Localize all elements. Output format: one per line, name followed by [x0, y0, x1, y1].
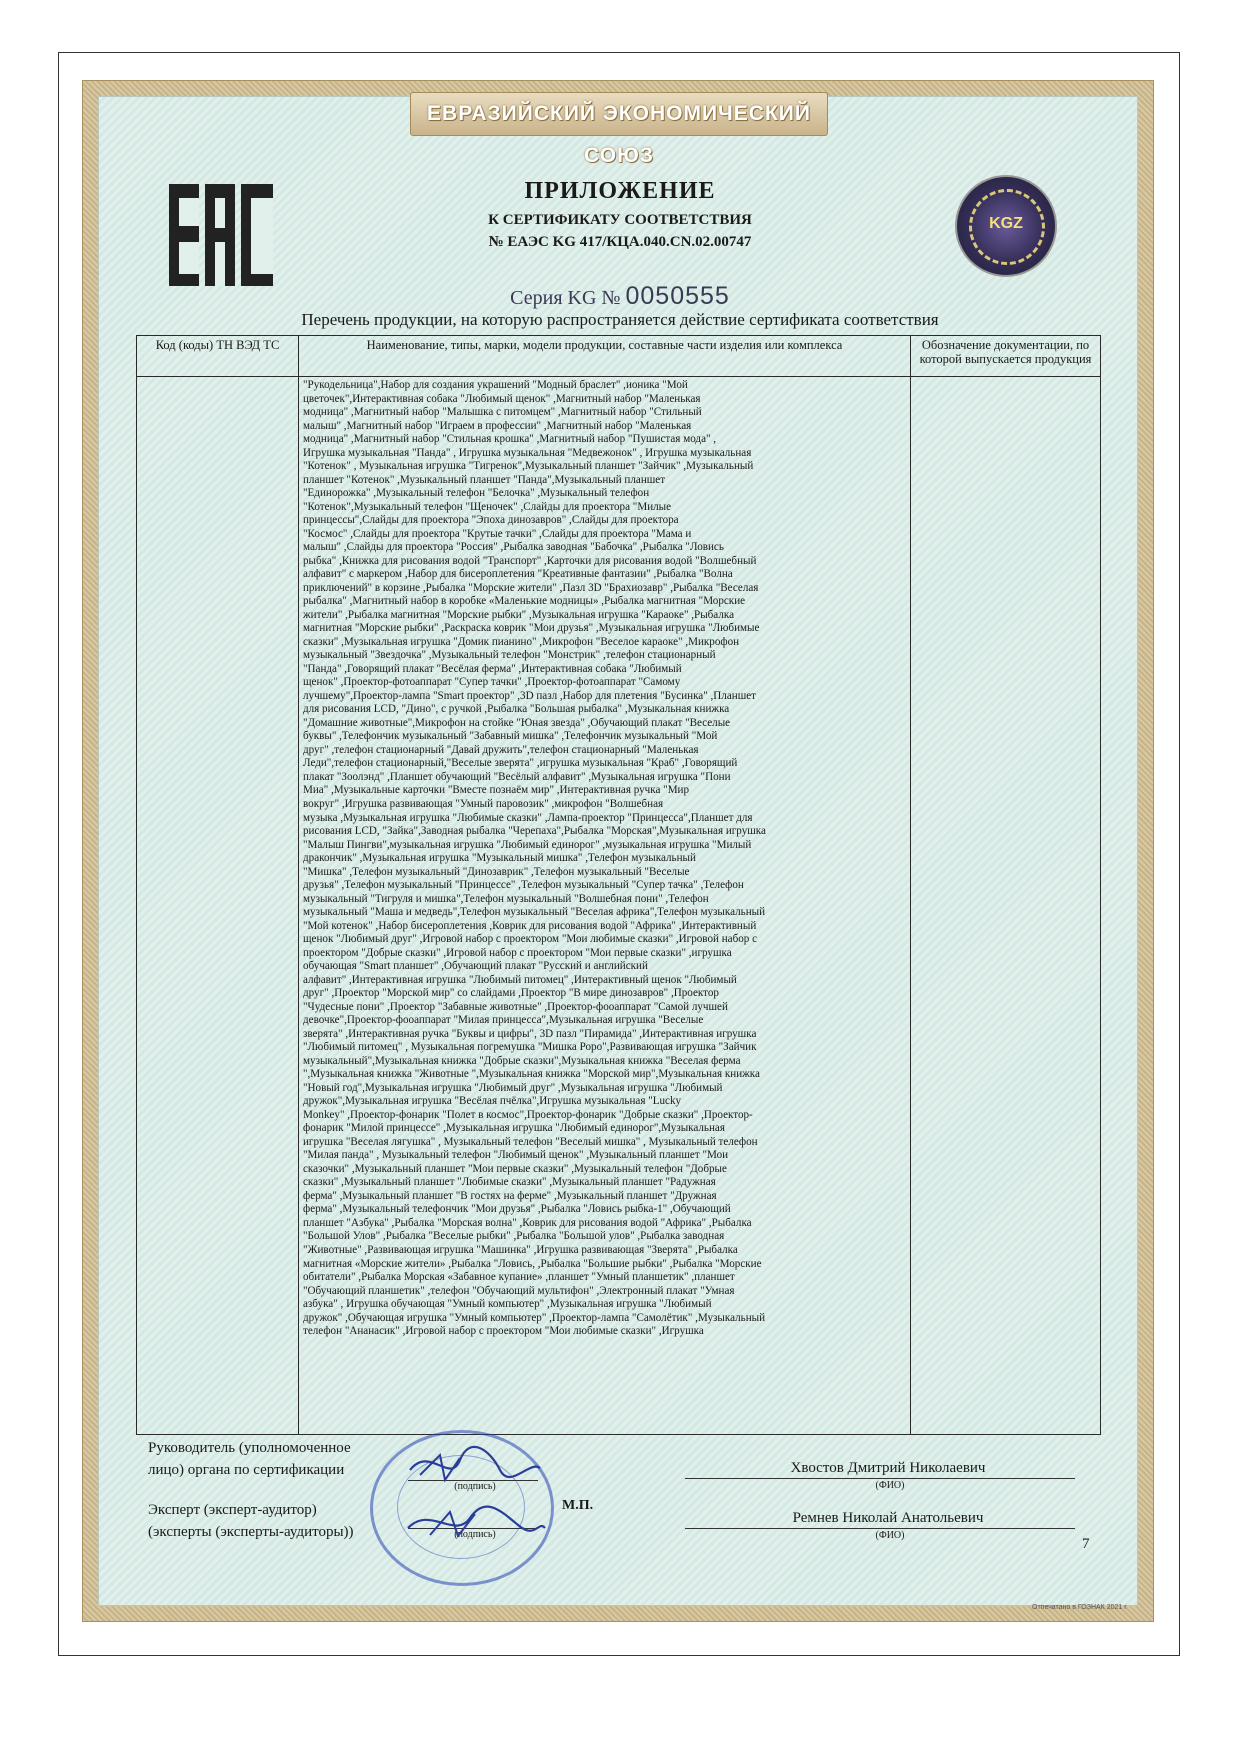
product-line: телефон "Ананасик" ,Игровой набор с проектором "Мои любимые сказки" ,Игрушка: [303, 1325, 704, 1338]
series-label: Серия KG №: [510, 287, 621, 309]
product-line: "Мой котенок" ,Набор бисероплетения ,Коврик для рисования водой "Африка" ,Интерактивный: [303, 919, 757, 932]
page-subtitle: К СЕРТИФИКАТУ СООТВЕТСТВИЯ: [488, 212, 752, 228]
handwritten-signatures: [400, 1440, 550, 1550]
product-line: планшет "Азбука" ,Рыбалка "Морская волна" ,Коврик для рисования водой "Африка" ,Рыбалка: [303, 1216, 752, 1229]
product-line: "Единорожка" ,Музыкальный телефон "Белочка" ,Музыкальный телефон: [303, 487, 650, 500]
cell-product-list: [299, 377, 911, 1435]
product-line: музыка ,Музыкальная игрушка "Любимые сказки" ,Лампа-проектор "Принцесса",Планшет для: [303, 811, 753, 824]
product-line: проектором "Добрые сказки" ,Игровой набор с проектором "Мои первые сказки" ,игрушка: [303, 946, 732, 959]
product-line: жители" ,Рыбалка магнитная "Морские рыбки" ,Музыкальная игрушка "Караоке" ,Рыбалка: [303, 608, 734, 621]
product-line: планшет "Котенок" ,Музыкальный планшет "Панда",Музыкальный планшет: [303, 473, 666, 486]
product-line: алфавит" с маркером ,Набор для бисероплетения "Креативные фантазии" ,Рыбалка "Волна: [303, 568, 733, 581]
product-line: "Новый год",Музыкальная игрушка "Любимый друг" ,Музыкальная игрушка "Любимый: [303, 1081, 723, 1094]
product-line: ферма" ,Музыкальный телефончик "Мои друзья" ,Рыбалка "Ловись рыбка-1" ,Обучающий: [303, 1203, 731, 1216]
product-line: плакат "Зоолэнд" ,Планшет обучающий "Весёлый алфавит" ,Музыкальная игрушка "Пони: [303, 770, 731, 783]
product-list-title: Перечень продукции, на которую распространяется действие сертификата соответствия: [301, 310, 939, 329]
product-line: сказочки" ,Музыкальный планшет "Мои первые сказки" ,Музыкальный телефон "Добрые: [303, 1162, 727, 1175]
product-table: [136, 335, 1101, 1435]
head-signature-caption: (подпись): [454, 1481, 496, 1492]
product-line: азбука" , Игрушка обучающая "Умный компьютер" ,Музыкальная игрушка "Любимый: [303, 1298, 712, 1311]
product-line: магнитная "Морские рыбки" ,Раскраска коврик "Мои друзья" ,Музыкальная игрушка "Любимые: [303, 622, 760, 635]
product-line: "Рукодельница",Набор для создания украшений "Модный браслет" ,ионика "Мой: [303, 379, 688, 391]
product-line: дружок",Музыкальная игрушка "Весёлая пчёлка",Игрушка музыкальная "Lucky: [303, 1095, 682, 1108]
product-line: "Животные" ,Развивающая игрушка "Машинка" ,Игрушка развивающая "Зверята" ,Рыбалка: [303, 1244, 738, 1256]
hologram-seal: [955, 175, 1057, 277]
table-row: [137, 377, 1101, 1435]
expert-signature-caption: (подпись): [454, 1529, 496, 1540]
product-line: щенок" ,Проектор-фотоаппарат "Супер тачки" ,Проектор-фотоаппарат "Самому: [303, 676, 681, 689]
expert-label-1: Эксперт (эксперт-аудитор): [148, 1502, 317, 1518]
product-line: девочке",Проектор-фооаппарат "Милая принцесса",Музыкальная игрушка "Веселые: [303, 1014, 704, 1027]
hologram-text: KGZ: [989, 215, 1023, 232]
product-line: "Котенок",Музыкальный телефон "Щеночек" ,Слайды для проектора "Милые: [303, 500, 672, 513]
product-line: алфавит" ,Интерактивная игрушка "Любимый питомец" ,Интерактивный щенок "Любимый: [303, 973, 737, 986]
product-line: "Мишка" ,Телефон музыкальный "Динозаврик" ,Телефон музыкальный "Веселые: [303, 865, 690, 878]
product-line: "Чудесные пони" ,Проектор "Забавные животные" ,Проектор-фооаппарат "Самой лучшей: [303, 1000, 728, 1013]
product-line: дракончик" ,Музыкальная игрушка "Музыкальный мишка" ,Телефон музыкальный: [303, 852, 696, 865]
product-line: "Милая панда" , Музыкальный телефон "Любимый щенок" ,Музыкальный планшет "Мои: [303, 1149, 729, 1162]
product-line: сказки" ,Музыкальный планшет "Любимые сказки" ,Музыкальный планшет "Радужная: [303, 1176, 716, 1189]
product-line: "Космос" ,Слайды для проектора "Крутые тачки" ,Слайды для проектора "Мама и: [303, 527, 692, 540]
product-line: модница" ,Магнитный набор "Стильная крошка" ,Магнитный набор "Пушистая мода" ,: [303, 433, 717, 446]
product-line: игрушка "Веселая лягушка" , Музыкальный телефон "Веселый мишка" , Музыкальный телефон: [303, 1135, 758, 1148]
head-label-1: Руководитель (уполномоченное: [148, 1440, 351, 1456]
product-line: музыкальный "Тигруля и мишка",Телефон музыкальный "Волшебная пони" ,Телефон: [303, 892, 709, 905]
product-line: "Обучающий планшетик" ,телефон "Обучающий мультифон" ,Электронный плакат "Умная: [303, 1284, 735, 1297]
series-number: 0050555: [625, 282, 730, 310]
eac-logo: [165, 180, 277, 290]
product-line: обитатели" ,Рыбалка Морская «Забавное купание» ,планшет "Умный планшетик" ,планшет: [303, 1271, 735, 1284]
product-line: "Большой Улов" ,Рыбалка "Веселые рыбки" ,Рыбалка "Большой улов" ,Рыбалка заводная: [303, 1230, 725, 1243]
product-line: Леди",телефон стационарный,"Веселые зверята" ,игрушка музыкальная "Краб" ,Говорящий: [303, 757, 738, 770]
head-name: Хвостов Дмитрий Николаевич: [790, 1460, 986, 1476]
expert-name: Ремнев Николай Анатольевич: [792, 1510, 984, 1526]
product-line: малыш" ,Магнитный набор "Играем в профессии" ,Магнитный набор "Маленькая: [303, 419, 692, 432]
product-line: для рисования LCD, "Дино", с ручкой ,Рыбалка "Большая рыбалка" ,Музыкальная книжка: [303, 703, 730, 716]
product-line: зверята" ,Интерактивная ручка "Буквы и цифры", 3D пазл "Пирамида" ,Интерактивная игрушка: [303, 1027, 757, 1040]
stamp-place-label: М.П.: [562, 1498, 594, 1513]
product-line: музыкальный "Звездочка" ,Музыкальный телефон "Монстрик" ,телефон стационарный: [303, 649, 716, 662]
expert-fio-caption: (ФИО): [875, 1530, 905, 1541]
head-fio-caption: (ФИО): [875, 1480, 905, 1491]
product-line: ",Музыкальная книжка "Животные ",Музыкальная книжка "Морской мир",Музыкальная книжка: [303, 1068, 760, 1081]
product-line: "Любимый питомец" , Музыкальная погремушка "Мишка Роро",Развивающая игрушка "Зайчик: [303, 1041, 757, 1054]
product-line: друзья" ,Телефон музыкальный "Принцессе" ,Телефон музыкальный "Супер тачка" ,Телефон: [303, 879, 744, 892]
product-line: рыбалка" ,Магнитный набор в коробке «Маленькие модницы» ,Рыбалка магнитная "Морские: [303, 595, 746, 608]
product-line: малыш" ,Слайды для проектора "Россия" ,Рыбалка заводная "Бабочка" ,Рыбалка "Ловись: [303, 541, 724, 554]
header-doc: Обозначение документации, по которой выпускается продукция: [911, 336, 1101, 377]
page-title: ПРИЛОЖЕНИЕ: [524, 178, 716, 204]
expert-label-2: (эксперты (эксперты-аудиторы)): [148, 1524, 354, 1540]
product-line: буквы" ,Телефончик музыкальный "Забавный мишка" ,Телефончик музыкальный "Мой: [303, 730, 718, 743]
product-line: рыбка" ,Книжка для рисования водой "Транспорт" ,Карточки для рисования водой "Волшебный: [303, 554, 757, 567]
product-line: ферма" ,Музыкальный планшет "В гостях на ферме" ,Музыкальный планшет "Дружная: [303, 1189, 717, 1202]
product-line: вокруг" ,Игрушка развивающая "Умный паровозик" ,микрофон "Волшебная: [303, 797, 664, 810]
print-footnote: Отпечатано в ГОЗНАК 2021 г: [1032, 1604, 1127, 1611]
header-code: Код (коды) ТН ВЭД ТС: [137, 336, 299, 377]
product-line: Игрушка музыкальная "Панда" , Игрушка музыкальная "Медвежонок" , Игрушка музыкальная: [303, 446, 752, 459]
product-line: магнитная «Морские жители» ,Рыбалка "Ловись, ,Рыбалка "Большие рыбки" ,Рыбалка "Морские: [303, 1257, 762, 1270]
cell-doc: [911, 377, 1101, 1435]
product-line: принцессы",Слайды для проектора "Эпоха динозавров" ,Слайды для проектора: [303, 514, 679, 527]
product-line: сказки" ,Музыкальная игрушка "Домик пианино" ,Микрофон "Веселое караоке" ,Микрофон: [303, 635, 740, 648]
head-label-2: лицо) органа по сертификации: [148, 1462, 345, 1478]
product-line: модница" ,Магнитный набор "Малышка с питомцем" ,Магнитный набор "Стильный: [303, 406, 702, 419]
head-name-line: [685, 1478, 1075, 1479]
expert-name-line: [685, 1528, 1075, 1529]
product-line: фонарик "Милой принцессе" ,Музыкальная игрушка "Любимый единорог",Музыкальная: [303, 1122, 725, 1135]
union-banner: ЕВРАЗИЙСКИЙ ЭКОНОМИЧЕСКИЙ СОЮЗ: [410, 92, 828, 136]
header-name: Наименование, типы, марки, модели продукции, составные части изделия или комплекса: [299, 336, 911, 377]
product-line: приключений" в корзине ,Рыбалка "Морские жители" ,Пазл 3D "Брахиозавр" ,Рыбалка "Веселая: [303, 581, 759, 594]
table-header-row: [137, 336, 1101, 377]
product-line: "Котенок" , Музыкальная игрушка "Тигренок",Музыкальный планшет "Зайчик" ,Музыкальный: [303, 460, 754, 473]
product-line: "Домашние животные",Микрофон на стойке "Юная звезда" ,Обучающий плакат "Веселые: [303, 716, 731, 729]
certificate-number: № ЕАЭС KG 417/КЦА.040.CN.02.00747: [488, 234, 752, 250]
product-line: рисования LCD, "Зайка",Заводная рыбалка "Черепаха",Рыбалка "Морская",Музыкальная игрушка: [303, 825, 766, 838]
product-line: музыкальный",Музыкальная книжка "Добрые сказки",Музыкальная книжка "Веселая ферма: [303, 1054, 741, 1067]
page-number: 7: [1082, 1536, 1090, 1552]
product-line: щенок "Любимый друг" ,Игровой набор с проектором "Мои любимые сказки" ,Игровой набор с: [303, 933, 758, 946]
product-line: обучающая "Smart планшет" ,Обучающий плакат "Русский и английский: [303, 960, 648, 973]
series-line: [420, 282, 820, 311]
product-line: Миа" ,Музыкальные карточки "Вместе познаём мир" ,Интерактивная ручка "Мир: [303, 784, 690, 797]
cell-code: [137, 377, 299, 1435]
product-line: дружок" ,Обучающая игрушка "Умный компьютер" ,Проектор-лампа "Самолётик" ,Музыкальный: [303, 1311, 766, 1324]
product-line: Monkey" ,Проектор-фонарик "Полет в космос",Проектор-фонарик "Добрые сказки" ,Проектор-: [303, 1108, 753, 1121]
product-line: друг" ,Проектор "Морской мир" со слайдами ,Проектор "В мире динозавров" ,Проектор: [303, 987, 719, 1000]
product-line: "Малыш Пингви",музыкальная игрушка "Любимый единорог" ,музыкальная игрушка "Милый: [303, 838, 752, 851]
product-line: лучшему",Проектор-лампа "Smart проектор" ,3D пазл ,Набор для плетения "Бусинка" ,Планшет: [303, 689, 757, 702]
product-line: музыкальный "Маша и медведь",Телефон музыкальный "Веселая африка",Телефон музыкальный: [303, 906, 766, 919]
product-line: цветочек",Интерактивная собака "Любимый щенок" ,Магнитный набор "Маленькая: [303, 392, 701, 405]
product-line: друг" ,телефон стационарный "Давай дружить",телефон стационарный "Маленькая: [303, 743, 699, 756]
product-line: "Панда" ,Говорящий плакат "Весёлая ферма" ,Интерактивная собака "Любимый: [303, 662, 682, 675]
